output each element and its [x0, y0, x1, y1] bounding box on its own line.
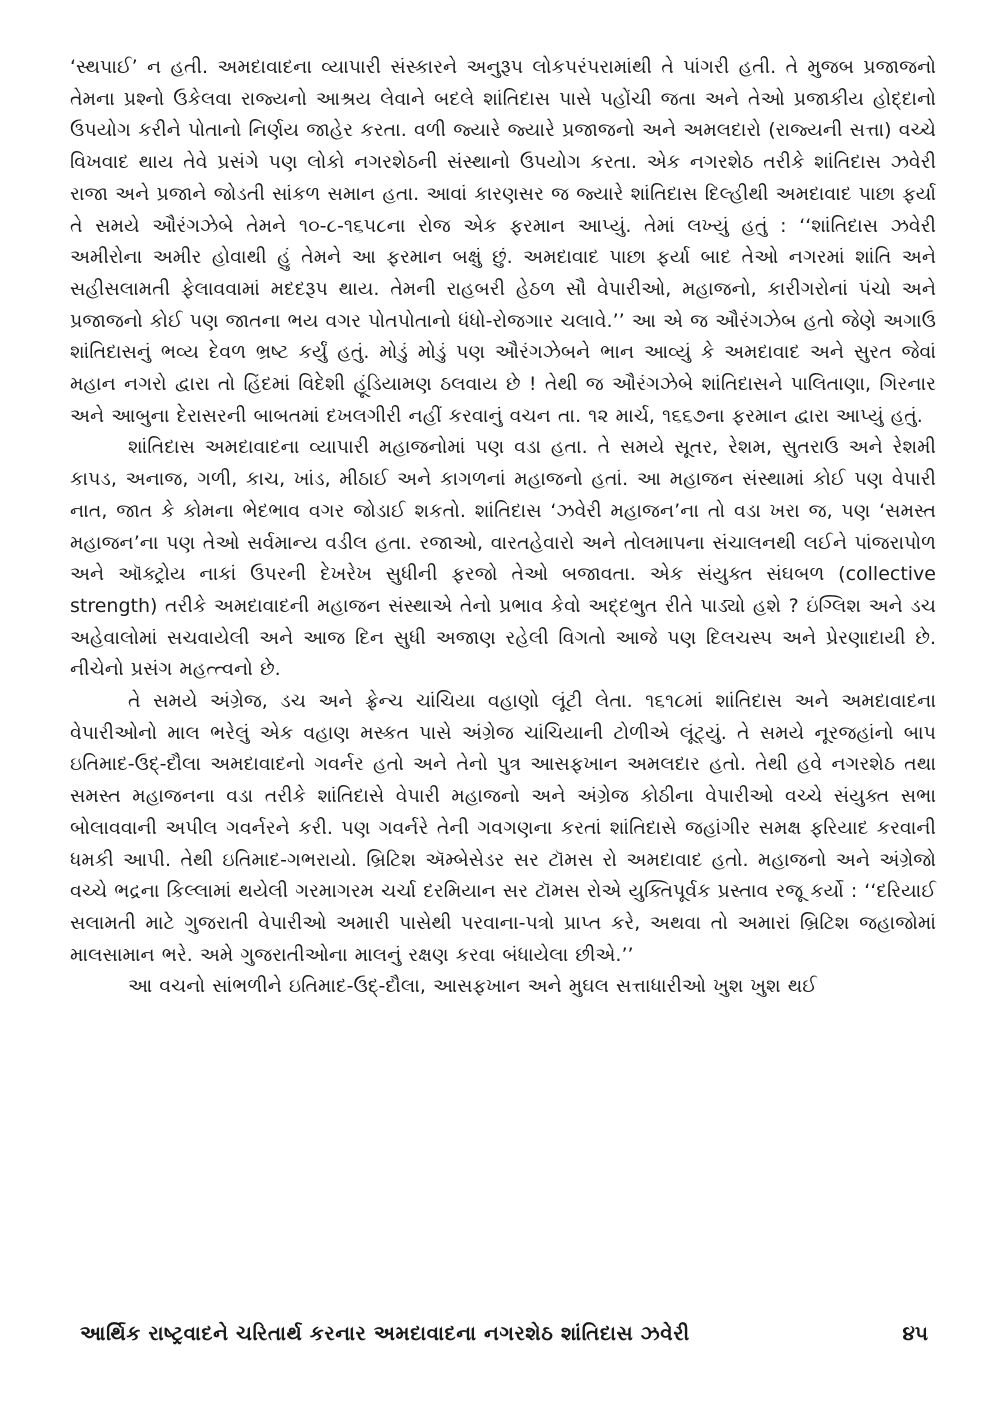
page-footer — [80, 1321, 928, 1345]
paragraph-closing: આ વચનો સાંભળીને ઇતિમાદ-ઉદ્-દૌલા, આસફખાન અને મુઘલ સત્તાધારીઓ ખુશ ખુશ થઈ — [128, 975, 817, 998]
page-body — [70, 52, 936, 1003]
running-footer-title: આર્થિક રાષ્ટ્રવાદને ચરિતાર્થ કરનાર અમદાવાદના નગરશેઠ શાંતિદાસ ઝવેરી — [80, 1321, 690, 1345]
paragraph-pirates: તે સમયે અંગ્રેજ, ડચ અને ફ્રેન્ચ ચાંચિયા વહાણો લૂંટી લેતા. ૧૬૧૮માં શાંતિદાસ અને અમદાવાદના વેપારીઓનો માલ ભરેલું એક વહાણ મસ્કત પાસે અંગ્રેજ ચાંચિયાની ટોળીએ લૂંટ્યું. તે સમયે નૂરજહાંનો બાપ ઇતિમાદ-ઉદ્-દૌલા અમદાવાદનો ગવર્નર હતો અને તેનો પુત્ર આસફખાન અમલદાર હતો. તેથી હવે નગરશેઠ તથા સમસ્ત મહાજનના વડા તરીકે શાંતિદાસે વેપારી મહાજનો અને અંગ્રેજ કોઠીના વેપારીઓ વચ્ચે સંયુક્ત સભા બોલાવવાની અપીલ ગવર્નરને કરી. પણ ગવર્નરે તેની ગવગણના કરતાં શાંતિદાસે જહાંગીર સમક્ષ ફરિયાદ કરવાની ધમકી આપી. તેથી ઇતિમાદ-ગભરાયો. બ્રિટિશ ઍમ્બેસેડર સર ટૉમસ રો અમદાવાદ હતો. મહાજનો અને અંગ્રેજો વચ્ચે ભદ્રના કિલ્લામાં થયેલી ગરમાગરમ ચર્ચા દરમિયાન સર ટૉમસ રોએ યુક્તિપૂર્વક પ્રસ્તાવ રજૂ કર્યો : ‘‘દરિયાઈ સલામતી માટે ગુજરાતી વેપારીઓ અમારી પાસેથી પરવાના-પત્રો પ્રાપ્ત કરે, અથવા તો અમારાં બ્રિટિશ જહાજોમાં માલસામાન ભરે. અમે ગુજરાતીઓના માલનું રક્ષણ કરવા બંધાયેલા છીએ.’’ — [70, 690, 936, 966]
page-number: ૪૫ — [902, 1321, 928, 1345]
book-page — [70, 52, 936, 1352]
paragraph-continuation: ‘સ્થપાઈ’ ન હતી. અમદાવાદના વ્યાપારી સંસ્કારને અનુરૂપ લોકપરંપરામાંથી તે પાંગરી હતી. તે મુજબ પ્રજાજનો તેમના પ્રશ્નો ઉકેલવા રાજ્યનો આશ્રય લેવાને બદલે શાંતિદાસ પાસે પહોંચી જતા અને તેઓ પ્રજાકીય હોદ્દાનો ઉપયોગ કરીને પોતાનો નિર્ણય જાહેર કરતા. વળી જ્યારે જ્યારે પ્રજાજનો અને અમલદારો (રાજ્યની સત્તા) વચ્ચે વિખવાદ થાય તેવે પ્રસંગે પણ લોકો નગરશેઠની સંસ્થાનો ઉપયોગ કરતા. એક નગરશેઠ તરીકે શાંતિદાસ ઝવેરી રાજા અને પ્રજાને જોડતી સાંકળ સમાન હતા. આવાં કારણસર જ જ્યારે શાંતિદાસ દિલ્હીથી અમદાવાદ પાછા ફર્યા તે સમયે ઔરંગઝેબે તેમને ૧૦-૮-૧૬૫૮ના રોજ એક ફરમાન આપ્યું. તેમાં લખ્યું હતું : ‘‘શાંતિદાસ ઝવેરી અમીરોના અમીર હોવાથી હું તેમને આ ફરમાન બક્ષું છું. અમદાવાદ પાછા ફર્યા બાદ તેઓ નગરમાં શાંતિ અને સહીસલામતી ફેલાવવામાં મદદરૂપ થાય. તેમની રાહબરી હેઠળ સૌ વેપારીઓ, મહાજનો, કારીગરોનાં પંચો અને પ્રજાજનો કોઈ પણ જાતના ભય વગર પોતપોતાનો ધંધો-રોજગાર ચલાવે.’’ આ એ જ ઔરંગઝેબ હતો જેણે અગાઉ શાંતિદાસનું ભવ્ય દેવળ ભ્રષ્ટ કર્યું હતું. મોડું મોડું પણ ઔરંગઝેબને ભાન આવ્યું કે અમદાવાદ અને સુરત જેવાં મહાન નગરો દ્વારા તો હિંદમાં વિદેશી હૂંડિયામણ ઠલવાય છે ! તેથી જ ઔરંગઝેબે શાંતિદાસને પાલિતાણા, ગિરનાર અને આબુના દેરાસરની બાબતમાં દખલગીરી નહીં કરવાનું વચન તા. ૧૨ માર્ચ, ૧૬૬૭ના ફરમાન દ્વારા આપ્યું હતું. — [70, 56, 936, 427]
paragraph-mahajan: શાંતિદાસ અમદાવાદના વ્યાપારી મહાજનોમાં પણ વડા હતા. તે સમયે સૂતર, રેશમ, સુતરાઉ અને રેશમી કાપડ, અનાજ, ગળી, કાચ, ખાંડ, મીઠાઈ અને કાગળનાં મહાજનો હતાં. આ મહાજન સંસ્થામાં કોઈ પણ વેપારી નાત, જાત કે કોમના ભેદભાવ વગર જોડાઈ શકતો. શાંતિદાસ ‘ઝવેરી મહાજન’ના તો વડા ખરા જ, પણ ‘સમસ્ત મહાજન’ના પણ તેઓ સર્વમાન્ય વડીલ હતા. રજાઓ, વારતહેવારો અને તોલમાપના સંચાલનથી લઈને પાંજરાપોળ અને ઑક્ટ્રોય નાકાં ઉપરની દેખરેખ સુધીની ફરજો તેઓ બજાવતા. એક સંયુક્ત સંઘબળ (collective strength) તરીકે અમદાવાદની મહાજન સંસ્થાએ તેનો પ્રભાવ કેવો અદ્દભુત રીતે પાડ્યો હશે ? ઇંગ્લિશ અને ડચ અહેવાલોમાં સચવાયેલી અને આજ દિન સુધી અજાણ રહેલી વિગતો આજે પણ દિલચસ્પ અને પ્રેરણાદાયી છે. નીચેનો પ્રસંગ મહત્ત્વનો છે. — [70, 436, 936, 681]
